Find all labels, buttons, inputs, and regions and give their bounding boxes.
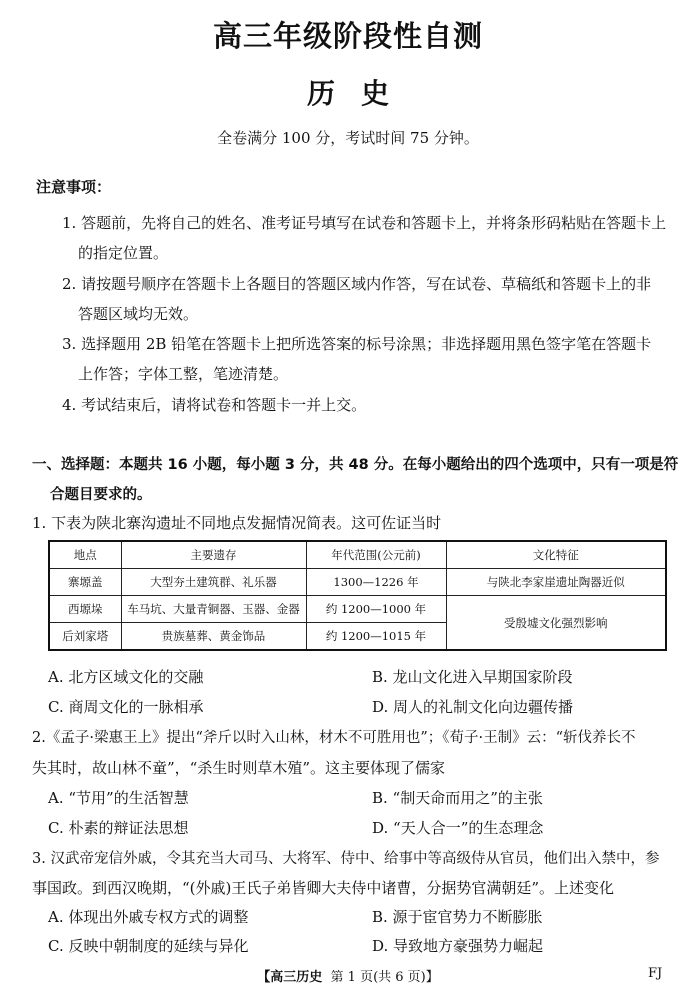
footer-page-number: 第 1 页(共 6 页)】 [330,970,439,985]
question-1-option-d: D. 周人的礼制文化向边疆传播 [372,698,574,716]
table-cell: 约 1200—1015 年 [306,623,446,651]
question-3-stem-line1: 3. 汉武帝宠信外戚，令其充当大司马、大将军、侍中、给事中等高级侍从官员，他们出入禁中，参 [32,851,660,867]
question-2-stem-line2: 失其时，故山林不童”，“杀生时则草木殖”。这主要体现了儒家 [32,759,446,777]
question-1-table [48,540,667,651]
notice-title: 注意事项： [36,178,112,196]
subject-title [0,72,696,112]
question-2-option-a: A. “节用”的生活智慧 [48,789,189,807]
table-cell: 后刘家塔 [49,623,121,651]
question-2-option-c: C. 朴素的辩证法思想 [48,819,189,837]
question-3-stem-line2: 事国政。到西汉晚期，“(外戚)王氏子弟皆卿大夫侍中诸曹，分据势官满朝廷”。上述变化 [32,879,615,897]
notice-item-4-line1: 4. 考试结束后，请将试卷和答题卡一并上交。 [62,396,367,414]
section-1-heading-cont: 合题目要求的。 [50,487,152,503]
table-header-cell: 年代范围(公元前) [306,541,446,569]
section-1-heading: 一、选择题：本题共 16 小题，每小题 3 分，共 48 分。在每小题给出的四个选项中，只有一项是符 [32,457,679,473]
question-1-option-c: C. 商周文化的一脉相承 [48,698,204,716]
notice-item-1-line2: 的指定位置。 [78,244,169,262]
notice-item-3-line2: 上作答；字体工整，笔迹清楚。 [78,365,289,383]
table-header-row [49,541,666,569]
exam-title: 高三年级阶段性自测 [212,19,483,53]
question-1-option-a: A. 北方区域文化的交融 [48,668,204,686]
notice-item-2-line2: 答题区域均无效。 [78,305,199,323]
subject-text: 历史 [306,77,415,110]
table-cell: 西塬垛 [49,596,121,623]
notice-item-1-line1: 1. 答题前，先将自己的姓名、准考证号填写在试卷和答题卡上，并将条形码粘贴在答题卡上 [62,214,667,232]
table-header-cell: 主要遗存 [121,541,306,569]
question-2-option-d: D. “天人合一”的生态理念 [372,819,544,837]
table-cell: 贵族墓葬、黄金饰品 [121,623,306,651]
question-3-option-a: A. 体现出外戚专权方式的调整 [48,908,249,926]
notice-item-3-line1: 3. 选择题用 2B 铅笔在答题卡上把所选答案的标号涂黑；非选择题用黑色签字笔在答题卡 [62,335,652,353]
page-footer [0,966,696,985]
question-3-option-c: C. 反映中朝制度的延续与异化 [48,937,249,955]
table-row [49,596,666,623]
table-cell: 与陕北李家崖遗址陶器近似 [446,569,666,596]
table-cell-merged: 受殷墟文化强烈影响 [446,596,666,651]
exam-info: 全卷满分 100 分，考试时间 75 分钟。 [217,129,479,147]
footer-label: 【高三历史 [257,970,323,985]
table-header-cell: 地点 [49,541,121,569]
question-3-option-d: D. 导致地方豪强势力崛起 [372,937,544,955]
table-cell: 寨塬盖 [49,569,121,596]
notice-item-2-line1: 2. 请按题号顺序在答题卡上各题目的答题区域内作答，写在试卷、草稿纸和答题卡上的非 [62,275,652,293]
question-3-option-b: B. 源于宦官势力不断膨胀 [372,908,543,926]
table-row [49,569,666,596]
footer-code: FJ [648,966,663,981]
question-2-stem-line1: 2.《孟子·梁惠王上》提出“斧斤以时入山林，材木不可胜用也”；《荀子·王制》云：“斩伐养长不 [32,730,636,746]
table-cell: 大型夯土建筑群、礼乐器 [121,569,306,596]
question-2-option-b: B. “制天命而用之”的主张 [372,789,543,807]
table-cell: 1300—1226 年 [306,569,446,596]
table-cell: 约 1200—1000 年 [306,596,446,623]
question-1-stem: 1. 下表为陕北寨沟遗址不同地点发掘情况简表。这可佐证当时 [32,514,442,532]
table-cell: 车马坑、大量青铜器、玉器、金器 [121,596,306,623]
question-1-option-b: B. 龙山文化进入早期国家阶段 [372,668,573,686]
table-header-cell: 文化特征 [446,541,666,569]
